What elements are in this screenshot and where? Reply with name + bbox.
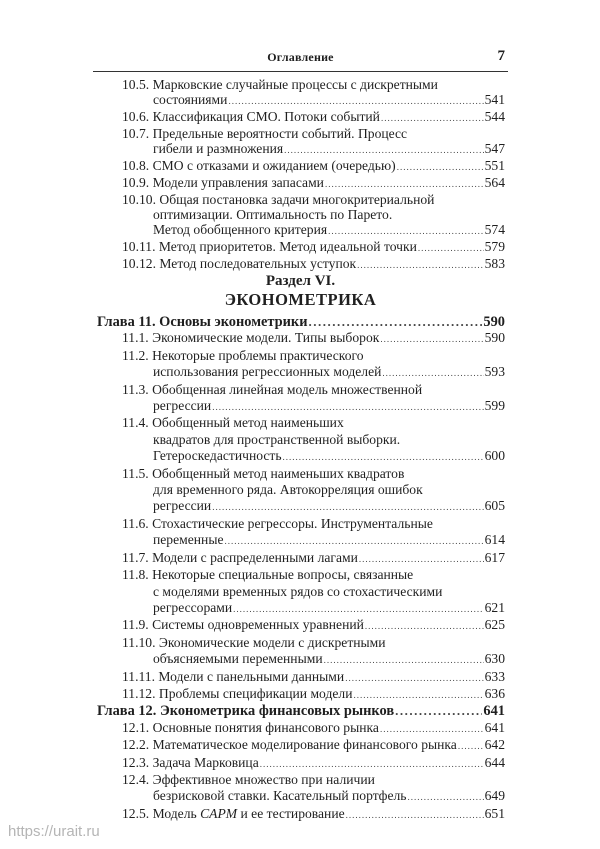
toc-entry-text (153, 92, 227, 109)
toc-entry-number: 11.7. (122, 549, 149, 565)
toc-entry-page: 642 (484, 737, 505, 753)
toc-entry-page: 605 (484, 498, 505, 514)
toc-entry-text (153, 584, 442, 600)
dot-leader (260, 755, 484, 772)
toc-entry-line (97, 755, 505, 772)
watermark: https://urait.ru (8, 823, 100, 840)
toc-entry-title: регрессии (153, 398, 212, 414)
toc-entry-line (97, 772, 505, 788)
part-label: Раздел VI. (265, 273, 336, 289)
toc-entry-title: Основные понятия финансового рынка (152, 719, 379, 735)
toc-entry-page: 564 (484, 175, 505, 190)
toc-entry-line (97, 651, 505, 668)
toc-entry-line (97, 806, 505, 823)
toc-entry (97, 617, 505, 634)
toc-entry (97, 567, 505, 617)
toc-entry-text (122, 158, 396, 175)
toc-entry-line (97, 239, 505, 256)
toc-entry-line (97, 635, 505, 651)
toc-entry-line (97, 175, 505, 192)
toc-entry-text (153, 364, 381, 381)
dot-leader (346, 806, 484, 823)
toc-entry-page: 599 (484, 398, 505, 414)
toc-entry-title: Стохастические регрессоры. Инструментальные (152, 515, 433, 531)
dot-leader (380, 330, 483, 347)
toc-entry (97, 516, 505, 550)
toc-entry-line (97, 92, 505, 109)
dot-leader (395, 703, 482, 719)
toc-entry-title: использования регрессионных моделей (153, 364, 382, 380)
toc-entry-title: Системы одновременных уравнений (152, 617, 364, 633)
toc-entry-text (122, 348, 364, 364)
dot-leader (225, 532, 484, 549)
toc-entry-text (122, 175, 324, 192)
part-title: ЭКОНОМЕТРИКА (224, 290, 377, 309)
toc-entry-title: Гетероскедастичность (153, 448, 282, 464)
toc-chapter-title: Глава 12. Эконометрика финансовых рынков (97, 703, 395, 720)
toc-entry (97, 192, 505, 239)
toc-entry-text (153, 651, 323, 668)
toc-entry-line (97, 482, 505, 498)
toc-entry-text (122, 755, 259, 772)
toc-entry-page: 621 (484, 599, 505, 615)
toc-entry-title: для временного ряда. Автокорреляция ошибок (153, 482, 423, 498)
toc-entry-page: 636 (484, 685, 505, 701)
toc-entry-page: 583 (484, 256, 505, 271)
toc-entry-text (122, 192, 434, 207)
toc-entry-line (97, 567, 505, 583)
dot-leader (365, 617, 484, 634)
toc-entry-line (97, 398, 505, 415)
toc-entry-line (97, 330, 505, 347)
toc-entry-line (97, 550, 505, 567)
toc-entry (97, 382, 505, 416)
toc-entry-title: Проблемы спецификации модели (158, 685, 353, 701)
toc-entry-line (97, 617, 505, 634)
toc-entry-text (153, 498, 211, 515)
toc-entry-number: 11.10. (122, 634, 156, 650)
toc-entry-title: Предельные вероятности событий. Процесс (152, 126, 408, 141)
toc-entry-page: 600 (484, 448, 505, 464)
toc-entry (97, 720, 505, 737)
toc-entry-title: Метод последовательных уступок (159, 256, 357, 271)
toc-entry-line (97, 77, 505, 92)
toc-entry-text (122, 617, 364, 634)
toc-entry-number: 11.8. (122, 567, 149, 583)
toc-entry (97, 669, 505, 686)
toc-entry-title: Некоторые проблемы практического (152, 347, 364, 363)
toc-entry-line (97, 720, 505, 737)
toc-entry-text (122, 635, 386, 651)
toc-entry-line (97, 222, 505, 239)
toc-entry-title: Марковские случайные процессы с дискретными (152, 77, 438, 92)
toc-entry-title: Модели с распределенными лагами (152, 549, 358, 565)
toc-entry-text (122, 737, 457, 754)
toc-entry-line (97, 532, 505, 549)
toc-entry-page: 547 (484, 141, 505, 156)
dot-leader (353, 686, 483, 703)
toc-entry-number: 11.11. (122, 668, 155, 684)
toc-entry-number: 10.12. (122, 256, 156, 271)
dot-leader (233, 600, 483, 617)
dot-leader (397, 158, 484, 175)
toc-entry-line (97, 669, 505, 686)
toc-entry-text (122, 415, 344, 431)
toc-entry-number: 11.2. (122, 347, 149, 363)
toc-entry-title: безрисковой ставки. Касательный портфель (153, 788, 407, 804)
toc-entry-line (97, 415, 505, 431)
toc-entry-text (153, 432, 400, 448)
toc-entry-number: 11.5. (122, 465, 149, 481)
toc-entry-text (122, 516, 433, 532)
toc-entry-line (97, 600, 505, 617)
toc-entry-number: 12.4. (122, 771, 150, 787)
toc-entry (97, 239, 505, 256)
toc-entry-number: 11.4. (122, 415, 149, 431)
dot-leader (380, 720, 484, 737)
toc-entry (97, 772, 505, 806)
dot-leader (309, 314, 483, 330)
toc-entry (97, 415, 505, 465)
toc-entry-text (122, 382, 422, 398)
toc-entry (97, 109, 505, 126)
toc-entry (97, 256, 505, 273)
toc-entry-text (153, 482, 423, 498)
dot-leader (407, 788, 483, 805)
toc-entry-number: 10.7. (122, 126, 150, 141)
running-header-title: Оглавление (267, 50, 334, 64)
toc-entry-line (97, 192, 505, 207)
toc-chapter-line (97, 314, 505, 330)
dot-leader (418, 239, 484, 256)
toc-entry (97, 806, 505, 823)
running-header (93, 48, 508, 66)
toc-entry-text (122, 77, 438, 92)
toc-entry-title: Обобщенный метод наименьших (152, 415, 344, 431)
toc-entry-title: Модели управления запасами (152, 175, 324, 190)
toc-entry-page: 590 (484, 330, 505, 346)
dot-leader (359, 550, 484, 567)
toc-entry-text (153, 600, 232, 617)
toc-entry-line (97, 126, 505, 141)
dot-leader (382, 364, 483, 381)
toc-entry-text (122, 806, 345, 823)
toc-entry-line (97, 207, 505, 222)
toc-entry-title: Модель CAPM и ее тестирование (152, 805, 345, 821)
toc-entry-text (122, 466, 404, 482)
toc-chapter-page: 590 (483, 314, 505, 330)
dot-leader (345, 669, 483, 686)
toc-entry-text (122, 686, 352, 703)
dot-leader (228, 92, 483, 109)
toc-entry (97, 77, 505, 109)
toc-entry-text (122, 239, 417, 256)
toc-entry-title: Эффективное множество при наличии (152, 771, 375, 787)
toc-entry-number: 10.5. (122, 77, 150, 92)
toc-entry (97, 550, 505, 567)
toc-entry (97, 466, 505, 516)
toc-entry-number: 10.11. (122, 239, 156, 254)
toc-entry-line (97, 448, 505, 465)
dot-leader (458, 737, 484, 754)
toc-entry-title: с моделями временных рядов со стохастическими (153, 583, 443, 599)
toc-entry-number: 11.9. (122, 617, 149, 633)
toc-entry-line (97, 516, 505, 532)
dot-leader (324, 651, 484, 668)
toc-entry-number: 11.3. (122, 381, 149, 397)
toc-entry-text (122, 550, 358, 567)
toc-entry-page: 614 (484, 532, 505, 548)
toc-entry-title: Обобщенный метод наименьших квадратов (152, 465, 405, 481)
toc-entry-number: 12.5. (122, 805, 150, 821)
toc-entry-text (122, 720, 379, 737)
toc-entry-line (97, 158, 505, 175)
toc-entry-title: Задача Марковица (152, 754, 259, 770)
toc-entry-line (97, 466, 505, 482)
toc-entry-page: 641 (484, 719, 505, 735)
toc-entry (97, 755, 505, 772)
toc-entry-title: квадратов для пространственной выборки. (153, 431, 401, 447)
toc-entry-text (122, 330, 379, 347)
toc-entry-title: СМО с отказами и ожиданием (очередью) (152, 158, 396, 173)
toc-entry-text (122, 772, 375, 788)
toc-chapter-page: 641 (483, 703, 505, 720)
dot-leader (283, 448, 484, 465)
toc-entry-title: Экономические модели. Типы выборок (152, 330, 380, 346)
toc-entry-line (97, 584, 505, 600)
dot-leader (328, 222, 484, 239)
toc-entry-text (153, 222, 327, 239)
toc-entry-text (153, 207, 392, 222)
toc-entry-number: 10.8. (122, 158, 150, 173)
toc-entry-page: 651 (484, 805, 505, 821)
page-number: 7 (497, 48, 505, 64)
toc-entry-title: Экономические модели с дискретными (158, 634, 386, 650)
toc-entry-text (153, 141, 283, 158)
toc-entry (97, 348, 505, 382)
toc-entry-text (122, 669, 344, 686)
dot-leader (284, 141, 483, 158)
toc-entry-title: оптимизации. Оптимальность по Парето. (153, 207, 393, 222)
toc-entry-page: 644 (484, 754, 505, 770)
toc-entry-page: 630 (484, 651, 505, 667)
toc-entry-title: состояниями (153, 92, 228, 107)
toc-entry-line (97, 109, 505, 126)
toc-entry-title: Обобщенная линейная модель множественной (152, 381, 423, 397)
toc-entry-title: Математическое моделирование финансового рынка (152, 737, 457, 753)
toc-entry-line (97, 686, 505, 703)
toc-entry (97, 126, 505, 158)
toc-entry (97, 686, 505, 703)
toc-entry-text (153, 398, 211, 415)
toc-entry-number: 11.6. (122, 515, 149, 531)
toc-entry-text (153, 448, 282, 465)
toc-section-previous (97, 77, 505, 273)
dot-leader (212, 398, 483, 415)
toc-section-econometrics (97, 314, 505, 823)
toc-entry-line (97, 498, 505, 515)
toc-entry-title: Классификация СМО. Потоки событий (152, 109, 380, 124)
toc-entry-title: объясняемыми переменными (153, 651, 323, 667)
toc-entry-text (153, 788, 406, 805)
dot-leader (357, 256, 483, 273)
toc-entry (97, 175, 505, 192)
toc-entry-page: 579 (484, 239, 505, 254)
toc-entry-number: 10.9. (122, 175, 150, 190)
toc-entry-line (97, 364, 505, 381)
toc-chapter-title: Глава 11. Основы эконометрики (97, 314, 308, 330)
toc-entry-title: регрессорами (153, 599, 233, 615)
toc-entry-line (97, 348, 505, 364)
toc-entry-line (97, 737, 505, 754)
toc-entry-number: 10.6. (122, 109, 150, 124)
toc-entry-page: 625 (484, 617, 505, 633)
toc-entry-line (97, 256, 505, 273)
toc-entry-page: 544 (484, 109, 505, 124)
toc-entry-title: Метод приоритетов. Метод идеальной точки (158, 239, 417, 254)
toc-entry (97, 737, 505, 754)
toc-entry-text (122, 567, 413, 583)
toc-entry-number: 12.3. (122, 754, 150, 770)
toc-entry-number: 12.2. (122, 737, 150, 753)
toc-entry-title: Некоторые специальные вопросы, связанные (152, 567, 414, 583)
toc-entry-page: 617 (484, 549, 505, 565)
toc-entry-page: 541 (484, 92, 505, 107)
toc-entry-text (122, 126, 407, 141)
part-heading (93, 272, 508, 310)
toc-entry-page: 633 (484, 668, 505, 684)
toc-entry-number: 12.1. (122, 719, 150, 735)
toc-entry-number: 11.1. (122, 330, 149, 346)
toc-entry-line (97, 788, 505, 805)
toc-entry-title: Модели с панельными данными (158, 668, 345, 684)
toc-entry-number: 10.10. (122, 192, 156, 207)
dot-leader (325, 175, 484, 192)
toc-chapter-line (97, 703, 505, 719)
toc-entry (97, 330, 505, 347)
header-rule (93, 71, 508, 72)
toc-chapter (97, 703, 505, 719)
toc-entry-title: Метод обобщенного критерия (153, 222, 328, 237)
toc-entry (97, 635, 505, 669)
toc-entry-line (97, 141, 505, 158)
toc-entry-title: Общая постановка задачи многокритериальной (159, 192, 435, 207)
toc-entry-page: 551 (484, 158, 505, 173)
toc-entry-number: 11.12. (122, 685, 156, 701)
toc-entry-line (97, 432, 505, 448)
toc-entry-title: гибели и размножения (153, 141, 284, 156)
toc-entry-title: регрессии (153, 498, 212, 514)
toc-entry-page: 574 (484, 222, 505, 237)
dot-leader (212, 498, 483, 515)
toc-entry-line (97, 382, 505, 398)
toc-entry-text (153, 532, 224, 549)
toc-entry-title: переменные (153, 532, 224, 548)
toc-entry-text (122, 256, 356, 273)
dot-leader (381, 109, 484, 126)
toc-entry (97, 158, 505, 175)
toc-entry-text (122, 109, 380, 126)
toc-entry-page: 593 (484, 364, 505, 380)
toc-entry-page: 649 (484, 788, 505, 804)
toc-chapter (97, 314, 505, 330)
